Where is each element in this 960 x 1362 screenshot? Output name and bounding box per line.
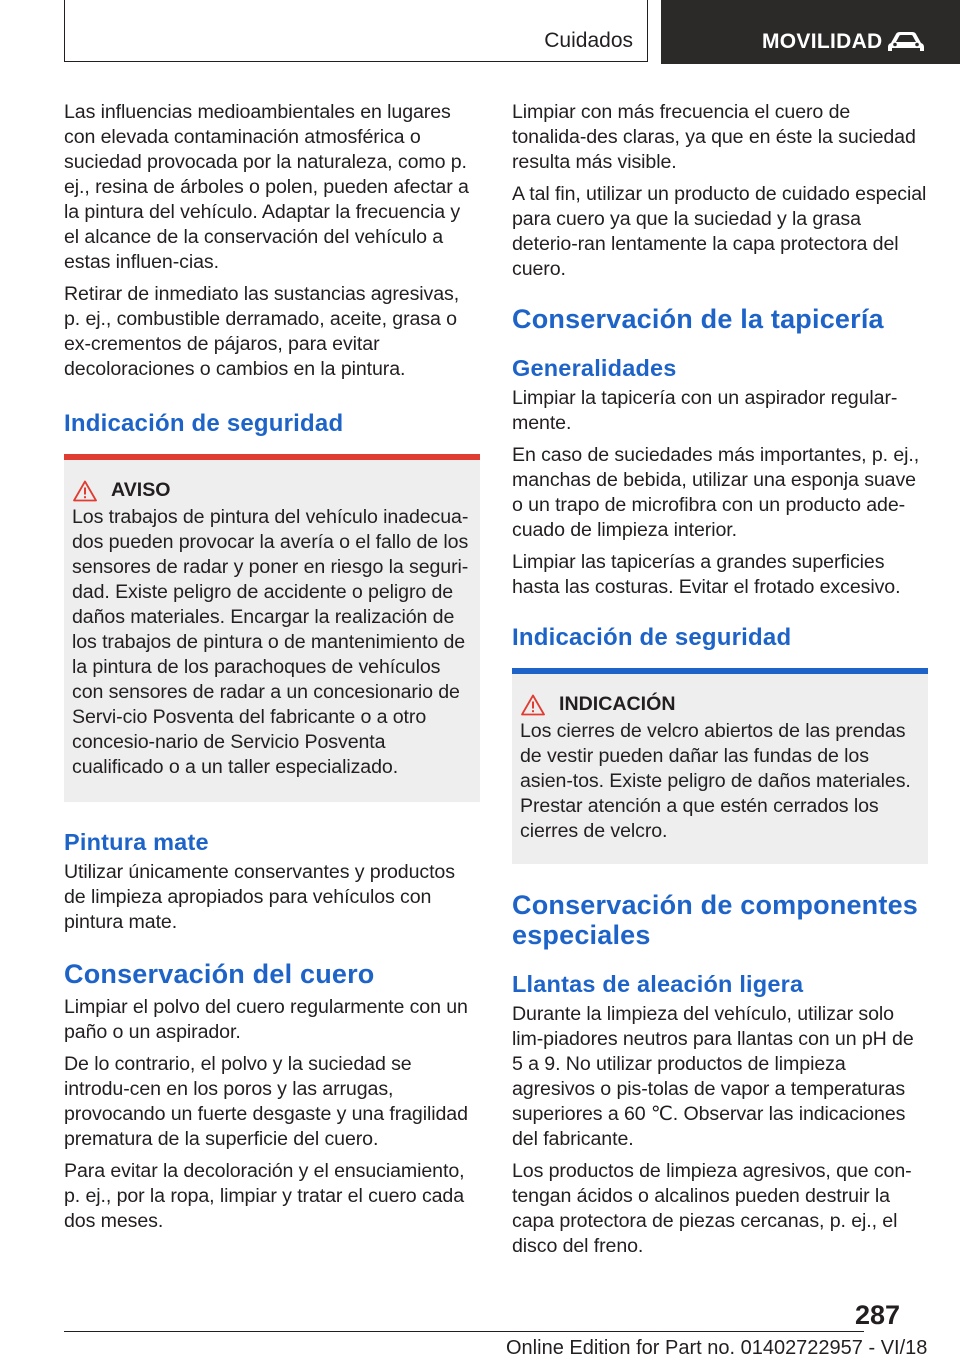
notice-title: INDICACIÓN (559, 693, 676, 715)
paragraph: Para evitar la decoloración y el ensuciamiento, p. ej., por la ropa, limpiar y tratar el cuero cada dos meses. (64, 1160, 465, 1232)
chapter-heading-tapiceria: Conservación de la tapicería (512, 304, 884, 334)
section-heading-llantas: Llantas de aleación ligera (512, 971, 804, 997)
info-notice (512, 668, 928, 864)
header-chapter-box (661, 0, 960, 64)
section-heading-generalidades: Generalidades (512, 355, 677, 381)
section-heading-safety: Indicación de seguridad (64, 410, 344, 437)
notice-title: AVISO (111, 479, 171, 501)
paragraph: Retirar de inmediato las sustancias agresivas, p. ej., combustible derramado, aceite, grasa o ex‐crementos de pájaros, para evitar decoloraciones o cambios en la pintura. (64, 283, 460, 380)
paragraph: Las influencias medioambientales en lugares con elevada contaminación atmosférica o suciedad provocada por la naturaleza, como p. ej., resina de árboles o polen, pueden afectar a la pintura del vehículo. Adaptar la frecuencia y el alcance de la conservación del vehículo a estas influen‐cias. (64, 101, 469, 273)
chapter-heading-cuero: Conservación del cuero (64, 959, 375, 989)
paragraph: Utilizar únicamente conservantes y productos de limpieza apropiados para vehículos con pintura mate. (64, 861, 455, 933)
paragraph: En caso de suciedades más importantes, p. ej., manchas de bebida, utilizar una esponja suave o un trapo de microfibra con un producto ade‐cuado de limpieza interior. (512, 444, 920, 541)
header-section-title: Cuidados (544, 29, 633, 52)
section-heading-mate: Pintura mate (64, 829, 209, 855)
notice-header (64, 478, 480, 503)
warning-triangle-icon (73, 480, 97, 502)
notice-header (512, 692, 928, 717)
paragraph: Limpiar la tapicería con un aspirador regular‐mente. (512, 387, 898, 434)
footer-divider (64, 1331, 864, 1332)
paragraph: Limpiar con más frecuencia el cuero de tonalida‐des claras, ya que en éste la suciedad resulta más visible. (512, 101, 916, 173)
left-column (64, 100, 480, 1241)
footer-edition: Online Edition for Part no. 01402722957 - VI/18 (506, 1337, 928, 1359)
paragraph: Limpiar las tapicerías a grandes superficies hasta las costuras. Evitar el frotado excesivo. (512, 551, 901, 598)
warning-triangle-icon (521, 694, 545, 716)
car-icon (887, 30, 925, 54)
chapter-heading-componentes: Conservación de componentes especiales (512, 890, 918, 950)
notice-text: Los cierres de velcro abiertos de las prendas de vestir pueden dañar las fundas de los asien‐tos. Existe peligro de daños materiales. Prestar atención a que estén cerrados los cierres de velcro. (520, 720, 911, 842)
paragraph: Limpiar el polvo del cuero regularmente con un paño o un aspirador. (64, 996, 468, 1043)
notice-text: Los trabajos de pintura del vehículo inadecua‐dos pueden provocar la avería o el fallo de los sensores de radar y poner en riesgo la seguri‐dad. Existe peligro de accidente o peligro de daños materiales. Encargar la realización de los trabajos de pintura o de mantenimiento de la pintura de los parachoques de vehículos con sensores de radar a un concesionario de Servi‐cio Posventa del fabricante o a otro concesio‐nario de Servicio Posventa cualificado o a un taller especializado. (72, 506, 469, 778)
paragraph: De lo contrario, el polvo y la suciedad se introdu‐cen en los poros y las arrugas, provocando un fuerte desgaste y una fragilidad prematura de la superficie del cuero. (64, 1053, 468, 1150)
header-section-box (64, 0, 648, 62)
header-chapter-title: MOVILIDAD (762, 30, 883, 53)
section-heading-safety: Indicación de seguridad (512, 624, 792, 651)
right-column (512, 100, 928, 1266)
warning-notice (64, 454, 480, 802)
paragraph: A tal fin, utilizar un producto de cuidado especial para cuero ya que la suciedad y la grasa deterio‐ran lentamente la capa protectora del cuero. (512, 183, 927, 280)
paragraph: Los productos de limpieza agresivos, que con‐tengan ácidos o alcalinos pueden destruir la capa protectora de piezas cercanas, p. ej., el disco del freno. (512, 1160, 912, 1257)
paragraph: Durante la limpieza del vehículo, utilizar solo lim‐piadores neutros para llantas con un pH de 5 a 9. No utilizar productos de limpieza agresivos o pis‐tolas de vapor a temperaturas superiores a 60 ℃. Observar las indicaciones del fabricante. (512, 1003, 914, 1150)
page-number: 287 (855, 1300, 901, 1330)
